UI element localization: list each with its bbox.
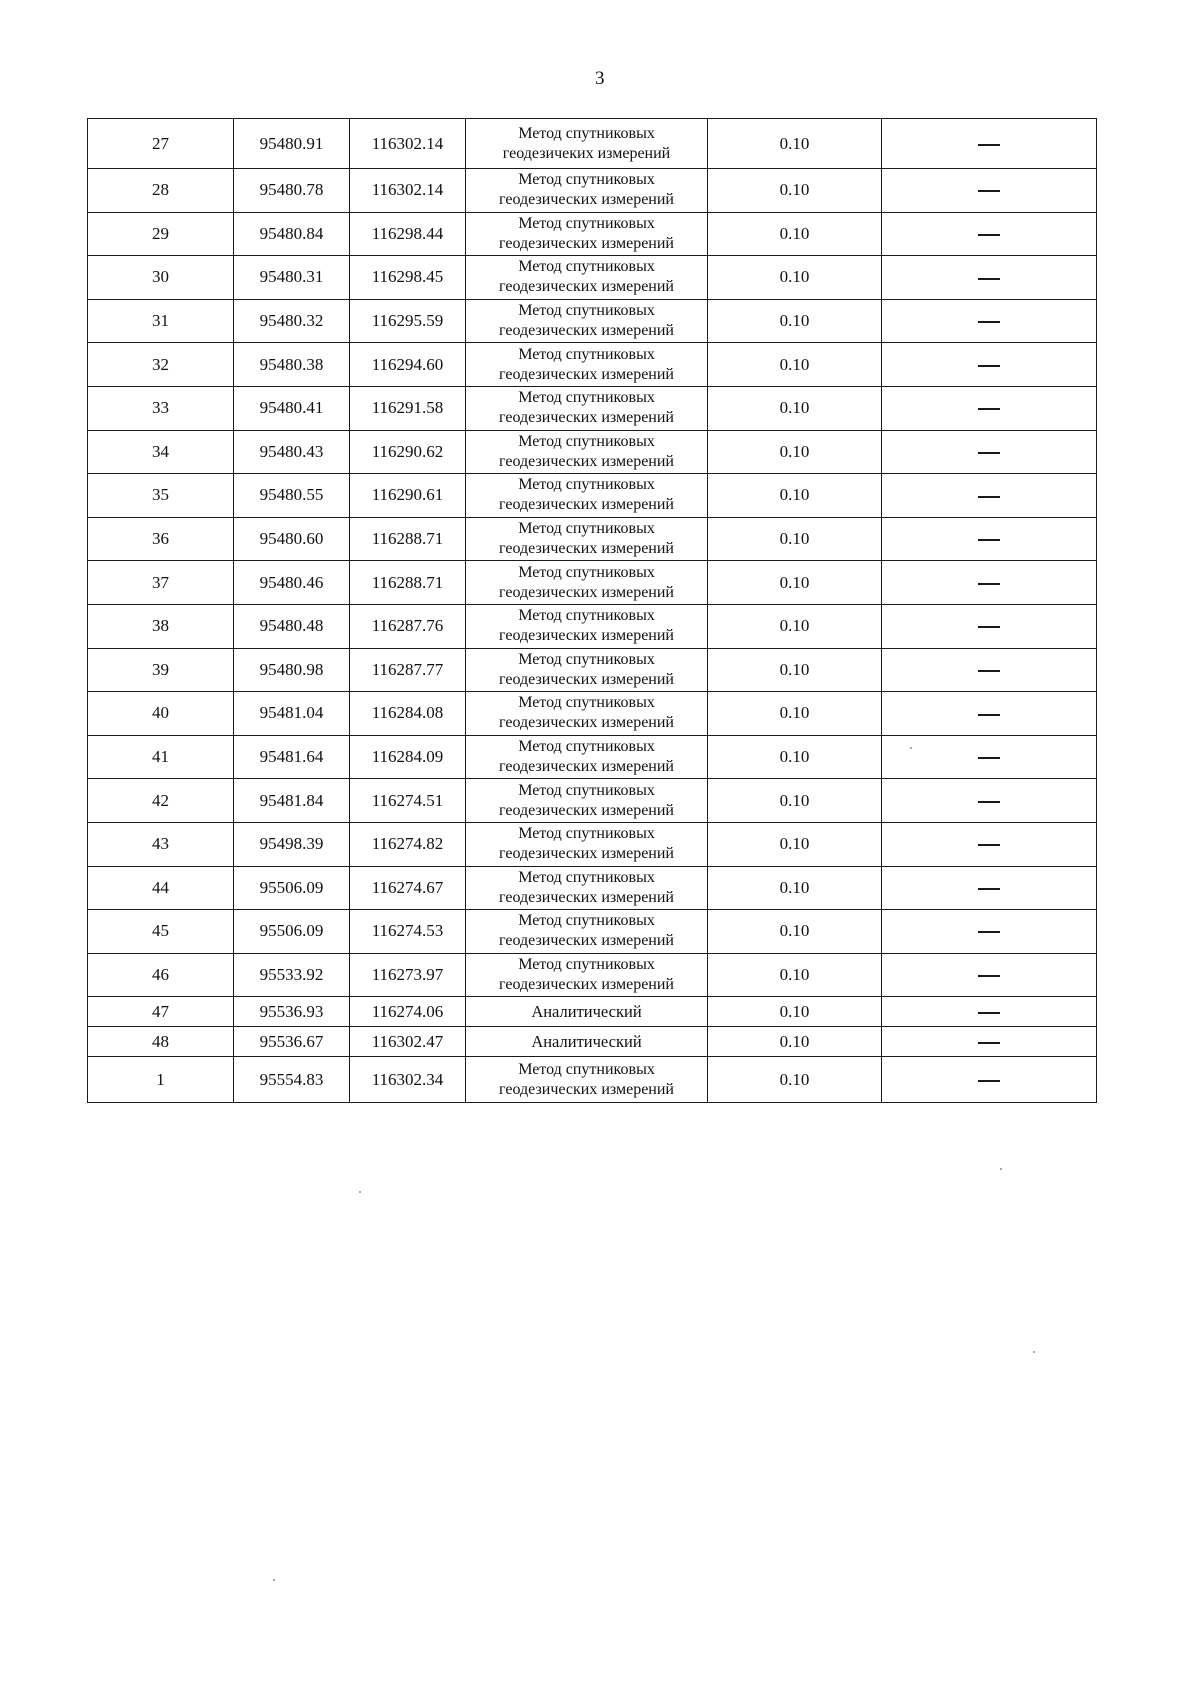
x-coordinate-cell: 95480.46 (234, 561, 350, 605)
y-coordinate-cell: 116288.71 (350, 561, 466, 605)
note-cell (882, 517, 1097, 561)
x-coordinate-cell: 95480.38 (234, 343, 350, 387)
accuracy-cell: 0.10 (708, 561, 882, 605)
y-coordinate-cell: 116291.58 (350, 386, 466, 430)
method-line: геодезичеких измерений (502, 144, 671, 162)
method-line: геодезических измерений (499, 932, 674, 950)
note-cell (882, 866, 1097, 910)
note-cell (882, 997, 1097, 1027)
coordinates-table-body (88, 119, 1097, 1103)
method-line: Метод спутниковых (518, 389, 655, 407)
method-line: геодезических измерений (499, 234, 674, 252)
y-coordinate-cell: 116273.97 (350, 953, 466, 997)
method-line: Аналитический (531, 1031, 642, 1051)
method-line: геодезических измерений (499, 975, 674, 993)
y-coordinate-cell: 116302.14 (350, 169, 466, 213)
point-number-cell: 40 (88, 692, 234, 736)
point-number-cell: 45 (88, 910, 234, 954)
dash-mark (978, 583, 1000, 585)
note-cell (882, 604, 1097, 648)
method-line: геодезических измерений (499, 365, 674, 383)
method-line: Метод спутниковых (518, 912, 655, 930)
y-coordinate-cell: 116288.71 (350, 517, 466, 561)
accuracy-cell: 0.10 (708, 735, 882, 779)
method-line: Метод спутниковых (518, 868, 655, 886)
note-cell (882, 474, 1097, 518)
table-row (88, 997, 1097, 1027)
note-cell (882, 779, 1097, 823)
point-number-cell: 36 (88, 517, 234, 561)
note-cell (882, 212, 1097, 256)
x-coordinate-cell: 95480.84 (234, 212, 350, 256)
note-cell (882, 910, 1097, 954)
note-cell (882, 299, 1097, 343)
accuracy-cell: 0.10 (708, 822, 882, 866)
method-line: Метод спутниковых (518, 781, 655, 799)
scan-speck (1033, 1351, 1035, 1353)
table-row (88, 119, 1097, 169)
note-cell (882, 953, 1097, 997)
method-line: Метод спутниковых (518, 563, 655, 581)
dash-mark (978, 1012, 1000, 1014)
method-cell (466, 517, 708, 561)
point-number-cell: 30 (88, 256, 234, 300)
method-line: геодезических измерений (499, 801, 674, 819)
method-cell (466, 1027, 708, 1057)
method-cell (466, 997, 708, 1027)
point-number-cell: 39 (88, 648, 234, 692)
dash-mark (978, 496, 1000, 498)
method-cell (466, 474, 708, 518)
point-number-cell: 47 (88, 997, 234, 1027)
x-coordinate-cell: 95554.83 (234, 1057, 350, 1103)
accuracy-cell: 0.10 (708, 343, 882, 387)
method-line: геодезических измерений (499, 670, 674, 688)
dash-mark (978, 757, 1000, 759)
method-cell (466, 735, 708, 779)
table-row (88, 169, 1097, 213)
y-coordinate-cell: 116298.45 (350, 256, 466, 300)
dash-mark (978, 365, 1000, 367)
x-coordinate-cell: 95480.91 (234, 119, 350, 169)
y-coordinate-cell: 116274.67 (350, 866, 466, 910)
method-cell (466, 212, 708, 256)
point-number-cell: 27 (88, 119, 234, 169)
dash-mark (978, 975, 1000, 977)
x-coordinate-cell: 95480.78 (234, 169, 350, 213)
note-cell (882, 256, 1097, 300)
note-cell (882, 386, 1097, 430)
table-row (88, 735, 1097, 779)
method-line: Метод спутниковых (518, 650, 655, 668)
method-line: Аналитический (531, 1001, 642, 1021)
table-row (88, 474, 1097, 518)
table-row (88, 212, 1097, 256)
table-row (88, 1027, 1097, 1057)
x-coordinate-cell: 95481.64 (234, 735, 350, 779)
accuracy-cell: 0.10 (708, 386, 882, 430)
method-line: геодезических измерений (499, 452, 674, 470)
dash-mark (978, 278, 1000, 280)
y-coordinate-cell: 116298.44 (350, 212, 466, 256)
table-row (88, 604, 1097, 648)
method-line: Метод спутниковых (518, 432, 655, 450)
point-number-cell: 29 (88, 212, 234, 256)
scan-speck (273, 1579, 275, 1581)
dash-mark (978, 1080, 1000, 1082)
method-cell (466, 430, 708, 474)
note-cell (882, 648, 1097, 692)
method-line: геодезических измерений (499, 583, 674, 601)
method-cell (466, 1057, 708, 1103)
page-number: 3 (595, 68, 605, 89)
dash-mark (978, 626, 1000, 628)
point-number-cell: 32 (88, 343, 234, 387)
method-line: Метод спутниковых (518, 124, 655, 142)
y-coordinate-cell: 116302.47 (350, 1027, 466, 1057)
method-line: Метод спутниковых (518, 345, 655, 363)
dash-mark (978, 452, 1000, 454)
accuracy-cell: 0.10 (708, 1027, 882, 1057)
note-cell (882, 343, 1097, 387)
y-coordinate-cell: 116295.59 (350, 299, 466, 343)
table-row (88, 517, 1097, 561)
method-line: геодезических измерений (499, 714, 674, 732)
x-coordinate-cell: 95480.98 (234, 648, 350, 692)
dash-mark (978, 234, 1000, 236)
method-line: Метод спутниковых (518, 302, 655, 320)
x-coordinate-cell: 95481.04 (234, 692, 350, 736)
y-coordinate-cell: 116290.62 (350, 430, 466, 474)
accuracy-cell: 0.10 (708, 997, 882, 1027)
x-coordinate-cell: 95480.55 (234, 474, 350, 518)
table-row (88, 561, 1097, 605)
x-coordinate-cell: 95498.39 (234, 822, 350, 866)
method-line: геодезических измерений (499, 1080, 674, 1098)
method-line: Метод спутниковых (518, 476, 655, 494)
method-line: Метод спутниковых (518, 738, 655, 756)
y-coordinate-cell: 116274.06 (350, 997, 466, 1027)
x-coordinate-cell: 95536.93 (234, 997, 350, 1027)
y-coordinate-cell: 116287.76 (350, 604, 466, 648)
method-cell (466, 604, 708, 648)
note-cell (882, 430, 1097, 474)
accuracy-cell: 0.10 (708, 604, 882, 648)
method-cell (466, 648, 708, 692)
method-line: Метод спутниковых (518, 694, 655, 712)
dash-mark (978, 144, 1000, 146)
x-coordinate-cell: 95480.48 (234, 604, 350, 648)
scan-speck (1000, 1168, 1002, 1170)
y-coordinate-cell: 116284.09 (350, 735, 466, 779)
dash-mark (978, 321, 1000, 323)
dash-mark (978, 408, 1000, 410)
method-line: геодезических измерений (499, 322, 674, 340)
accuracy-cell: 0.10 (708, 119, 882, 169)
note-cell (882, 1057, 1097, 1103)
method-line: геодезических измерений (499, 191, 674, 209)
x-coordinate-cell: 95506.09 (234, 910, 350, 954)
table-row (88, 1057, 1097, 1103)
point-number-cell: 38 (88, 604, 234, 648)
point-number-cell: 44 (88, 866, 234, 910)
point-number-cell: 42 (88, 779, 234, 823)
y-coordinate-cell: 116274.82 (350, 822, 466, 866)
table-row (88, 648, 1097, 692)
method-cell (466, 299, 708, 343)
note-cell (882, 169, 1097, 213)
x-coordinate-cell: 95506.09 (234, 866, 350, 910)
method-cell (466, 692, 708, 736)
accuracy-cell: 0.10 (708, 299, 882, 343)
point-number-cell: 37 (88, 561, 234, 605)
method-line: геодезических измерений (499, 278, 674, 296)
method-cell (466, 779, 708, 823)
note-cell (882, 735, 1097, 779)
point-number-cell: 1 (88, 1057, 234, 1103)
y-coordinate-cell: 116294.60 (350, 343, 466, 387)
accuracy-cell: 0.10 (708, 648, 882, 692)
method-line: Метод спутниковых (518, 171, 655, 189)
accuracy-cell: 0.10 (708, 212, 882, 256)
x-coordinate-cell: 95480.60 (234, 517, 350, 561)
note-cell (882, 1027, 1097, 1057)
point-number-cell: 35 (88, 474, 234, 518)
method-line: Метод спутниковых (518, 825, 655, 843)
coordinates-table (87, 118, 1097, 1103)
y-coordinate-cell: 116274.51 (350, 779, 466, 823)
accuracy-cell: 0.10 (708, 1057, 882, 1103)
point-number-cell: 28 (88, 169, 234, 213)
method-line: Метод спутниковых (518, 214, 655, 232)
dash-mark (978, 1042, 1000, 1044)
method-cell (466, 386, 708, 430)
y-coordinate-cell: 116302.14 (350, 119, 466, 169)
method-cell (466, 256, 708, 300)
method-cell (466, 910, 708, 954)
table-row (88, 299, 1097, 343)
table-row (88, 343, 1097, 387)
point-number-cell: 33 (88, 386, 234, 430)
method-line: геодезических измерений (499, 496, 674, 514)
table-row (88, 910, 1097, 954)
method-cell (466, 169, 708, 213)
x-coordinate-cell: 95480.31 (234, 256, 350, 300)
table-row (88, 953, 1097, 997)
x-coordinate-cell: 95480.32 (234, 299, 350, 343)
table-row (88, 866, 1097, 910)
method-line: геодезических измерений (499, 758, 674, 776)
table-row (88, 430, 1097, 474)
dash-mark (978, 539, 1000, 541)
method-line: геодезических измерений (499, 845, 674, 863)
method-line: Метод спутниковых (518, 955, 655, 973)
dash-mark (978, 801, 1000, 803)
method-line: геодезических измерений (499, 540, 674, 558)
dash-mark (978, 190, 1000, 192)
y-coordinate-cell: 116274.53 (350, 910, 466, 954)
point-number-cell: 34 (88, 430, 234, 474)
dash-mark (978, 714, 1000, 716)
note-cell (882, 561, 1097, 605)
note-cell (882, 692, 1097, 736)
note-cell (882, 822, 1097, 866)
x-coordinate-cell: 95480.41 (234, 386, 350, 430)
method-cell (466, 343, 708, 387)
method-line: Метод спутниковых (518, 258, 655, 276)
point-number-cell: 43 (88, 822, 234, 866)
table-row (88, 779, 1097, 823)
accuracy-cell: 0.10 (708, 256, 882, 300)
accuracy-cell: 0.10 (708, 517, 882, 561)
method-line: Метод спутниковых (518, 607, 655, 625)
y-coordinate-cell: 116290.61 (350, 474, 466, 518)
point-number-cell: 48 (88, 1027, 234, 1057)
x-coordinate-cell: 95481.84 (234, 779, 350, 823)
x-coordinate-cell: 95533.92 (234, 953, 350, 997)
method-cell (466, 561, 708, 605)
table-row (88, 386, 1097, 430)
scan-speck (359, 1191, 361, 1193)
y-coordinate-cell: 116302.34 (350, 1057, 466, 1103)
table-row (88, 822, 1097, 866)
table-row (88, 256, 1097, 300)
accuracy-cell: 0.10 (708, 910, 882, 954)
accuracy-cell: 0.10 (708, 866, 882, 910)
dash-mark (978, 931, 1000, 933)
method-line: геодезических измерений (499, 409, 674, 427)
accuracy-cell: 0.10 (708, 779, 882, 823)
method-line: Метод спутниковых (518, 520, 655, 538)
x-coordinate-cell: 95536.67 (234, 1027, 350, 1057)
method-cell (466, 866, 708, 910)
table-row (88, 692, 1097, 736)
accuracy-cell: 0.10 (708, 692, 882, 736)
point-number-cell: 46 (88, 953, 234, 997)
accuracy-cell: 0.10 (708, 474, 882, 518)
y-coordinate-cell: 116287.77 (350, 648, 466, 692)
note-cell (882, 119, 1097, 169)
method-cell (466, 953, 708, 997)
dash-mark (978, 844, 1000, 846)
x-coordinate-cell: 95480.43 (234, 430, 350, 474)
point-number-cell: 31 (88, 299, 234, 343)
method-cell (466, 119, 708, 169)
accuracy-cell: 0.10 (708, 169, 882, 213)
scan-speck (910, 747, 912, 749)
method-line: Метод спутниковых (518, 1060, 655, 1078)
method-line: геодезических измерений (499, 627, 674, 645)
accuracy-cell: 0.10 (708, 953, 882, 997)
dash-mark (978, 888, 1000, 890)
dash-mark (978, 670, 1000, 672)
method-line: геодезических измерений (499, 888, 674, 906)
y-coordinate-cell: 116284.08 (350, 692, 466, 736)
point-number-cell: 41 (88, 735, 234, 779)
method-cell (466, 822, 708, 866)
accuracy-cell: 0.10 (708, 430, 882, 474)
